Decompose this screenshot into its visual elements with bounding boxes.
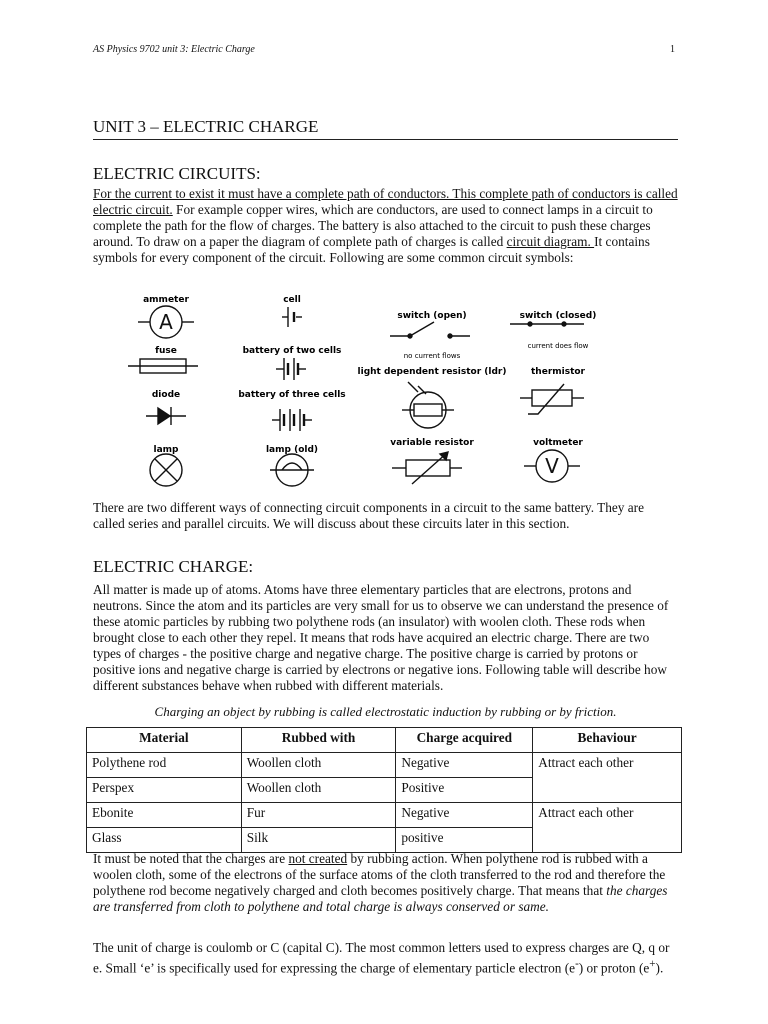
battery-two-label: battery of two cells [242, 346, 342, 356]
battery-three-cells-symbol [272, 409, 312, 431]
lamp-old-symbol [270, 454, 314, 486]
battery-three-label: battery of three cells [238, 390, 346, 400]
variable-resistor-label: variable resistor [390, 438, 474, 448]
circuits-text-2: It contains symbols for every component of the circuit. Following are some common circuit symbols: [93, 234, 650, 265]
cell-charge: positive [396, 828, 533, 853]
table-caption: Charging an object by rubbing is called electrostatic induction by rubbing or by friction. [154, 704, 617, 719]
charge-conserved-statement: the charges are transferred from cloth to polythene and total charge is always conserved or same. [93, 883, 668, 914]
fuse-symbol [128, 359, 198, 373]
ammeter-label: ammeter [143, 295, 189, 305]
ldr-label: light dependent resistor (ldr) [357, 367, 507, 377]
proton-sign: + [649, 958, 656, 970]
fuse-label: fuse [155, 346, 177, 356]
cell-behaviour: Attract each other [533, 753, 682, 803]
electric-circuits-heading: ELECTRIC CIRCUITS: [93, 164, 261, 183]
p3-text-c: ). [655, 960, 664, 976]
electric-charge-heading: ELECTRIC CHARGE: [93, 557, 254, 576]
header-behaviour: Behaviour [533, 728, 682, 753]
cell-symbol [282, 307, 302, 327]
unit-title: UNIT 3 – ELECTRIC CHARGE [93, 117, 678, 140]
current-flows-note: current does flow [527, 342, 589, 350]
diode-label: diode [151, 390, 181, 400]
header-material: Material [87, 728, 242, 753]
cell-material: Ebonite [87, 803, 242, 828]
thermistor-label: thermistor [531, 367, 585, 377]
table-row [87, 803, 682, 828]
charging-table [86, 727, 682, 853]
cell-rubbed-with: Fur [241, 803, 396, 828]
page-number: 1 [670, 44, 675, 55]
lamp-symbol [150, 454, 182, 486]
diode-symbol [146, 407, 186, 425]
circuits-series-parallel-paragraph: There are two different ways of connecting circuit components in a circuit to the same battery. They are called series and parallel circuits. We will discuss about these circuits later in this section. [93, 500, 644, 531]
no-current-note: no current flows [403, 352, 461, 360]
ldr-symbol [402, 382, 454, 428]
ammeter-letter: A [159, 310, 173, 334]
switch-open-symbol [390, 322, 470, 338]
cell-label: cell [283, 295, 301, 305]
charge-intro-paragraph: All matter is made up of atoms. Atoms have three elementary particles that are electrons, protons and neutrons. Since the atom and its particles are very small for us to observe we can understand the presence of these atomic particles by rubbing two polythene rods (an insulator) with woolen cloth. These rods when brought close to each other they repel. It means that rods have acquired an electric charge. There are two types of charges - the positive charge and negative charge. The positive charge is carried by protons or positive ions and negative charge is carried by electrons or negative ions. Following table will describe how different substances behave when rubbed with different materials. [93, 582, 669, 693]
voltmeter-label: voltmeter [533, 438, 583, 448]
cell-material: Glass [87, 828, 242, 853]
voltmeter-letter: V [545, 454, 559, 478]
switch-closed-label: switch (closed) [519, 311, 597, 321]
cell-charge: Negative [396, 753, 533, 778]
thermistor-symbol [520, 384, 584, 414]
circuit-diagram-term: circuit diagram. [506, 234, 595, 249]
cell-rubbed-with: Silk [241, 828, 396, 853]
circuits-text-1: For example copper wires, which are conductors, are used to connect lamps in a circuit to complete the path for the flow of charges. The battery is also attached to the circuit to push these charges around. To draw on a paper the diagram of complete path of charges is called [93, 202, 653, 249]
charges-not-created-paragraph [93, 851, 678, 915]
p3-text-a: The unit of charge is coulomb or C (capital C). The most common letters used to express charges are Q, q or e. Small ‘e’ is specifically used for expressing the charge of elementary particle electron (e [93, 940, 670, 976]
p2-text-b: by rubbing action. When polythene rod is rubbed with a woolen cloth, some of the electrons of the surface atoms of the cloth transferred to the rod and therefore the polythene rod become negatively charged and cloth becomes positively charge. That means that [93, 851, 666, 898]
table-header-row [87, 728, 682, 753]
cell-rubbed-with: Woollen cloth [241, 778, 396, 803]
header-charge-acquired: Charge acquired [396, 728, 533, 753]
variable-resistor-symbol [392, 452, 462, 484]
page-header [93, 44, 675, 60]
not-created-term: not created [288, 851, 348, 866]
cell-charge: Positive [396, 778, 533, 803]
lamp-label: lamp [153, 445, 179, 455]
electron-sign: - [575, 958, 579, 970]
cell-rubbed-with: Woollen cloth [241, 753, 396, 778]
unit-of-charge-paragraph [93, 940, 678, 976]
circuit-symbols-diagram [110, 290, 630, 490]
circuit-definition: For the current to exist it must have a complete path of conductors. This complete path of conductors is called electric circuit. [93, 186, 678, 217]
cell-material: Perspex [87, 778, 242, 803]
p3-text-b: ) or proton (e [578, 960, 650, 976]
p2-text-a: It must be noted that the charges are [93, 851, 289, 866]
battery-two-cells-symbol [276, 358, 306, 380]
running-title: AS Physics 9702 unit 3: Electric Charge [93, 44, 255, 55]
switch-open-label: switch (open) [397, 311, 467, 321]
lamp-old-label: lamp (old) [265, 445, 319, 455]
table-row [87, 753, 682, 778]
cell-charge: Negative [396, 803, 533, 828]
switch-closed-symbol [510, 322, 584, 326]
header-rubbed-with: Rubbed with [241, 728, 396, 753]
cell-material: Polythene rod [87, 753, 242, 778]
circuits-intro-paragraph [93, 186, 678, 266]
cell-behaviour: Attract each other [533, 803, 682, 853]
